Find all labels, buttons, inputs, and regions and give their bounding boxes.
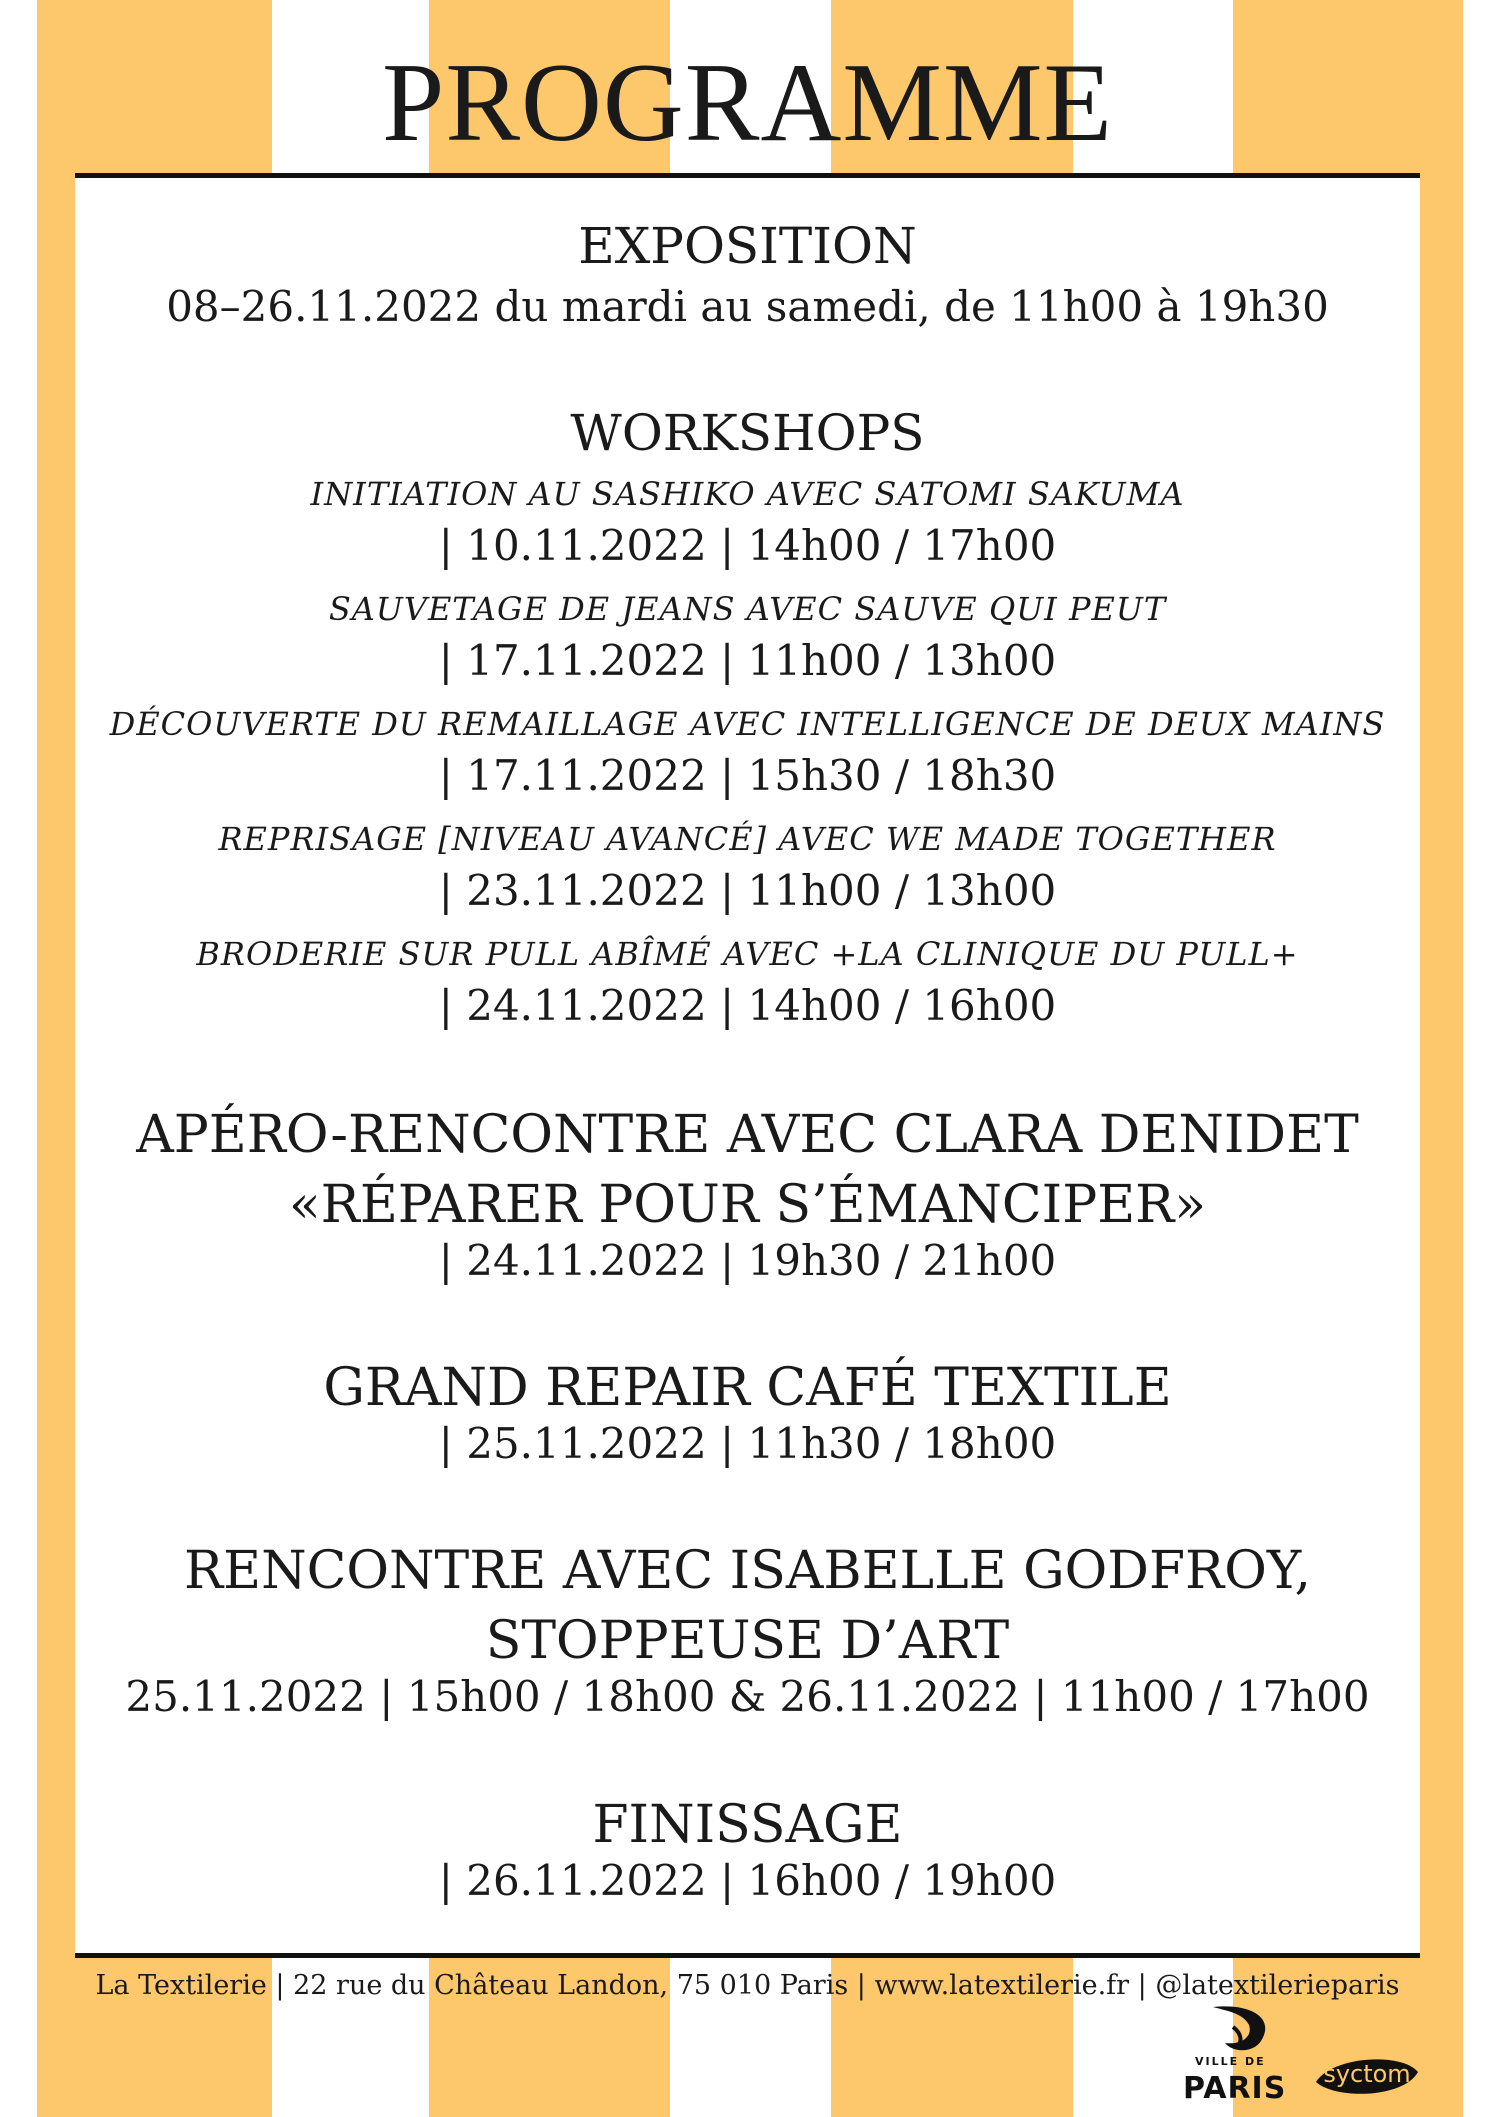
godfroy-heading-line1: RENCONTRE AVEC ISABELLE GODFROY,	[184, 1541, 1311, 1601]
workshop-schedule: | 10.11.2022 | 14h00 / 17h00	[438, 521, 1057, 570]
godfroy-heading-line2: STOPPEUSE D’ART	[485, 1611, 1010, 1671]
apero-schedule: | 24.11.2022 | 19h30 / 21h00	[438, 1236, 1057, 1285]
program-panel	[75, 173, 1420, 1958]
repair-cafe-schedule: | 25.11.2022 | 11h30 / 18h00	[438, 1419, 1057, 1468]
workshop-schedule: | 23.11.2022 | 11h00 / 13h00	[438, 866, 1057, 915]
repair-cafe-heading: GRAND REPAIR CAFÉ TEXTILE	[323, 1358, 1172, 1418]
footer-address: La Textilerie | 22 rue du Château Landon, 75 010 Paris | www.latextilerie.fr | @latextilerieparis	[95, 1970, 1400, 2001]
exposition-dates: 08–26.11.2022 du mardi au samedi, de 11h00 à 19h30	[166, 282, 1329, 331]
godfroy-schedule: 25.11.2022 | 15h00 / 18h00 & 26.11.2022 | 11h00 / 17h00	[125, 1672, 1370, 1721]
apero-heading-line2: «RÉPARER POUR S’ÉMANCIPER»	[288, 1175, 1207, 1235]
paris-logo-small-text: VILLE DE	[1195, 2055, 1266, 2068]
workshop-schedule: | 24.11.2022 | 14h00 / 16h00	[438, 981, 1057, 1030]
stripe-left	[37, 0, 75, 2117]
finissage-heading: FINISSAGE	[592, 1795, 903, 1855]
workshops-heading: WORKSHOPS	[570, 404, 925, 462]
stripe-right	[1420, 0, 1463, 2117]
workshop-title: INITIATION AU SASHIKO AVEC SATOMI SAKUMA	[310, 475, 1185, 513]
apero-heading-line1: APÉRO-RENCONTRE AVEC CLARA DENIDET	[136, 1105, 1359, 1165]
page-title: PROGRAMME	[382, 41, 1113, 165]
workshop-schedule: | 17.11.2022 | 11h00 / 13h00	[438, 636, 1057, 685]
syctom-logo	[1312, 2052, 1422, 2102]
paris-logo-text: PARIS	[1183, 2071, 1287, 2106]
workshop-title: BRODERIE SUR PULL ABÎMÉ AVEC +LA CLINIQUE DU PULL+	[196, 935, 1299, 973]
syctom-logo-text: syctom	[1323, 2060, 1411, 2088]
finissage-schedule: | 26.11.2022 | 16h00 / 19h00	[438, 1856, 1057, 1905]
workshop-schedule: | 17.11.2022 | 15h30 / 18h30	[438, 751, 1057, 800]
workshop-title: SAUVETAGE DE JEANS AVEC SAUVE QUI PEUT	[328, 590, 1167, 628]
workshop-title: DÉCOUVERTE DU REMAILLAGE AVEC INTELLIGENCE DE DEUX MAINS	[109, 705, 1386, 743]
exposition-heading: EXPOSITION	[578, 217, 917, 275]
workshop-title: REPRISAGE [NIVEAU AVANCÉ] AVEC WE MADE TOGETHER	[218, 820, 1277, 858]
ville-de-paris-logo	[1183, 1997, 1303, 2107]
